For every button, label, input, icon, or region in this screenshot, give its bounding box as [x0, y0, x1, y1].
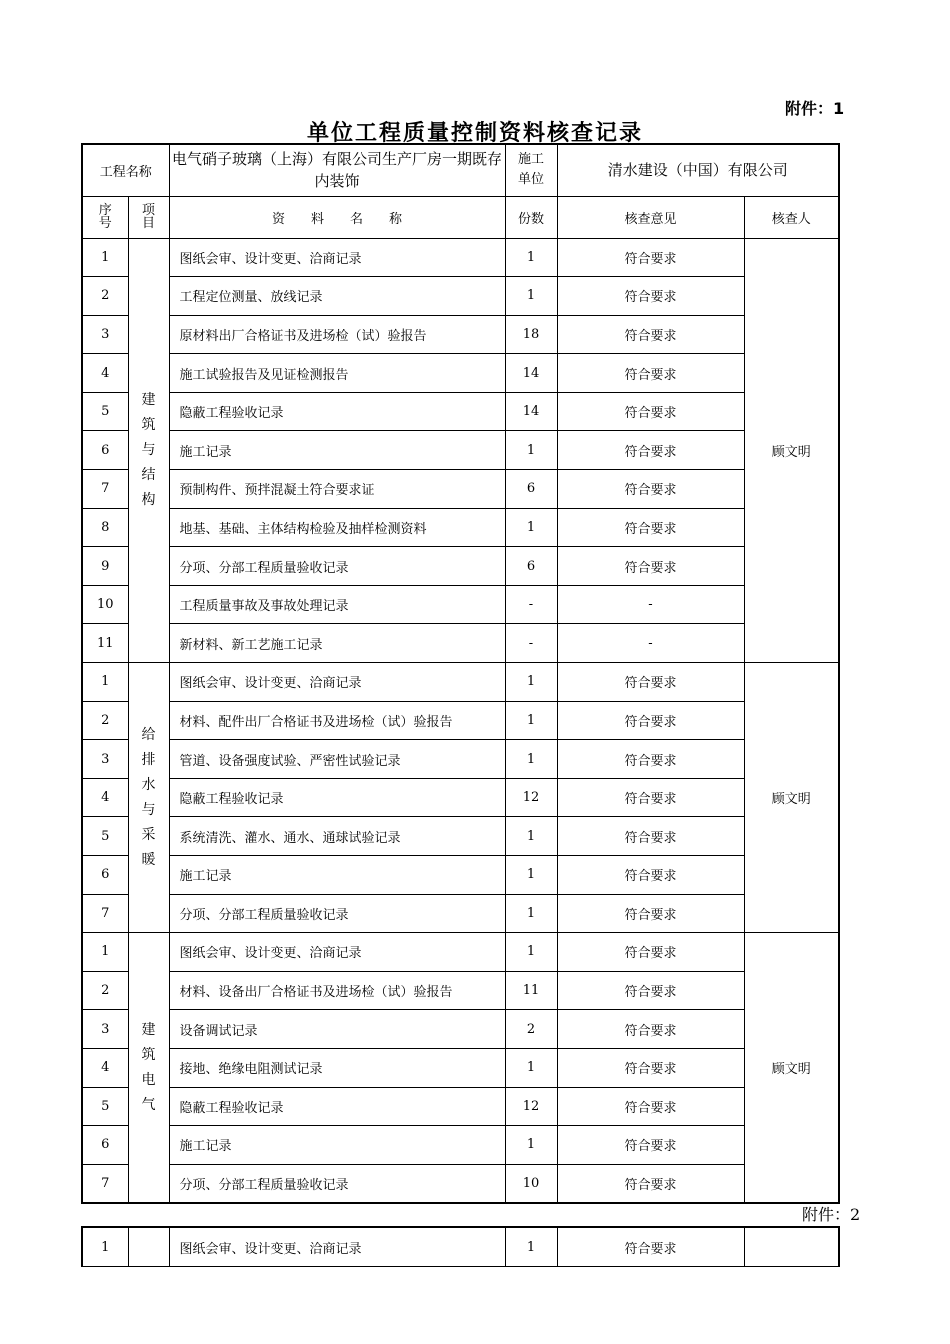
- row-number: 7: [82, 894, 128, 933]
- copy-count: -: [505, 624, 557, 663]
- table-row: [82, 1010, 839, 1049]
- row-number: 3: [82, 1010, 128, 1049]
- copy-count: 1: [505, 238, 557, 277]
- document-name: 预制构件、预拌混凝土符合要求证: [169, 470, 505, 509]
- annex-label-2: 附件：2: [802, 1205, 861, 1224]
- check-opinion: 符合要求: [557, 663, 744, 702]
- table-row: [82, 1164, 839, 1203]
- copy-count: -: [505, 585, 557, 624]
- row-number: 5: [82, 817, 128, 856]
- table-row: [82, 740, 839, 779]
- header-row-project: [82, 144, 839, 196]
- annex-label-1: 附件：1: [785, 99, 845, 118]
- check-opinion: -: [557, 585, 744, 624]
- row-number: 5: [82, 1087, 128, 1126]
- document-name: 图纸会审、设计变更、洽商记录: [169, 238, 505, 277]
- checker-name: 顾文明: [744, 663, 839, 933]
- copy-count: 1: [505, 701, 557, 740]
- document-name: 工程质量事故及事故处理记录: [169, 585, 505, 624]
- row-number: 4: [82, 778, 128, 817]
- document-name: 施工试验报告及见证检测报告: [169, 354, 505, 393]
- col-opinion-header: 核查意见: [557, 196, 744, 238]
- check-opinion: 符合要求: [557, 740, 744, 779]
- check-opinion: 符合要求: [557, 1010, 744, 1049]
- project-name: 电气硝子玻璃（上海）有限公司生产厂房一期既存内装饰: [169, 144, 505, 196]
- document-name: 管道、设备强度试验、严密性试验记录: [169, 740, 505, 779]
- category-label: 建筑电气: [141, 1021, 156, 1113]
- check-opinion: 符合要求: [557, 470, 744, 509]
- table-row: [82, 701, 839, 740]
- copy-count: 1: [505, 1048, 557, 1087]
- category-label: 给排水与采暖: [141, 726, 156, 868]
- row-number: 8: [82, 508, 128, 547]
- copy-count: 2: [505, 1010, 557, 1049]
- document-name: 地基、基础、主体结构检验及抽样检测资料: [169, 508, 505, 547]
- table-row: [82, 354, 839, 393]
- document-name: 施工记录: [169, 431, 505, 470]
- col-name-header: 资 料 名 称: [169, 196, 505, 238]
- unit-label: 施工单位: [505, 144, 557, 196]
- check-opinion: 符合要求: [557, 547, 744, 586]
- copy-count: 12: [505, 778, 557, 817]
- document-title: 单位工程质量控制资料核查记录: [306, 120, 643, 146]
- check-opinion: 符合要求: [557, 508, 744, 547]
- row-number: 1: [82, 933, 128, 972]
- document-name: 分项、分部工程质量验收记录: [169, 894, 505, 933]
- row-number: 1: [82, 238, 128, 277]
- row-number: 1: [82, 663, 128, 702]
- project-label: 工程名称: [82, 144, 169, 196]
- copy-count: 1: [505, 933, 557, 972]
- copy-count: 1: [505, 508, 557, 547]
- document-name: 接地、绝缘电阻测试记录: [169, 1048, 505, 1087]
- table-row: [82, 856, 839, 895]
- row-number: 7: [82, 470, 128, 509]
- copy-count: 11: [505, 971, 557, 1010]
- category-cell: [128, 1227, 169, 1267]
- document-name: 隐蔽工程验收记录: [169, 778, 505, 817]
- copy-count: 1: [505, 663, 557, 702]
- document-name: 原材料出厂合格证书及进场检（试）验报告: [169, 315, 505, 354]
- copy-count: 10: [505, 1164, 557, 1203]
- table-row: [82, 663, 839, 702]
- row-number: 5: [82, 392, 128, 431]
- row-number: 3: [82, 740, 128, 779]
- check-opinion: 符合要求: [557, 315, 744, 354]
- table-row: [82, 1126, 839, 1165]
- category-label: 建筑与结构: [141, 391, 156, 508]
- copy-count: 1: [505, 277, 557, 316]
- document-name: 隐蔽工程验收记录: [169, 392, 505, 431]
- document-name: 新材料、新工艺施工记录: [169, 624, 505, 663]
- row-number: 9: [82, 547, 128, 586]
- copy-count: 1: [505, 856, 557, 895]
- copy-count: 18: [505, 315, 557, 354]
- check-opinion: 符合要求: [557, 856, 744, 895]
- copy-count: 1: [505, 740, 557, 779]
- row-number: 1: [82, 1227, 128, 1267]
- table-row: [82, 431, 839, 470]
- table-row: [82, 392, 839, 431]
- row-number: 2: [82, 701, 128, 740]
- table-row: [82, 547, 839, 586]
- header-row-columns: [82, 196, 839, 238]
- category-cell: [128, 238, 169, 663]
- check-opinion: 符合要求: [557, 392, 744, 431]
- check-opinion: 符合要求: [557, 277, 744, 316]
- bottom-rule: [81, 1266, 838, 1267]
- document-name: 图纸会审、设计变更、洽商记录: [169, 1227, 505, 1267]
- checker-cell: [744, 1227, 839, 1267]
- table-row: [82, 1227, 839, 1267]
- check-opinion: 符合要求: [557, 971, 744, 1010]
- copy-count: 1: [505, 817, 557, 856]
- document-name: 隐蔽工程验收记录: [169, 1087, 505, 1126]
- row-number: 6: [82, 856, 128, 895]
- row-number: 4: [82, 1048, 128, 1087]
- document-name: 分项、分部工程质量验收记录: [169, 1164, 505, 1203]
- row-number: 11: [82, 624, 128, 663]
- row-number: 2: [82, 277, 128, 316]
- row-number: 6: [82, 431, 128, 470]
- document-name: 施工记录: [169, 856, 505, 895]
- document-name: 工程定位测量、放线记录: [169, 277, 505, 316]
- check-opinion: 符合要求: [557, 817, 744, 856]
- table-row: [82, 508, 839, 547]
- table-row: [82, 624, 839, 663]
- check-opinion: 符合要求: [557, 701, 744, 740]
- document-name: 设备调试记录: [169, 1010, 505, 1049]
- check-opinion: 符合要求: [557, 933, 744, 972]
- check-opinion: 符合要求: [557, 894, 744, 933]
- table-row: [82, 1048, 839, 1087]
- row-number: 7: [82, 1164, 128, 1203]
- quality-control-table: [81, 143, 840, 1204]
- table-row: [82, 1087, 839, 1126]
- table-row: [82, 971, 839, 1010]
- table-row: [82, 585, 839, 624]
- table-row: [82, 933, 839, 972]
- check-opinion: 符合要求: [557, 1048, 744, 1087]
- copy-count: 6: [505, 470, 557, 509]
- check-opinion: 符合要求: [557, 1227, 744, 1267]
- checker-name: 顾文明: [744, 933, 839, 1203]
- document-name: 图纸会审、设计变更、洽商记录: [169, 933, 505, 972]
- document-name: 分项、分部工程质量验收记录: [169, 547, 505, 586]
- copy-count: 1: [505, 894, 557, 933]
- copy-count: 1: [505, 431, 557, 470]
- row-number: 3: [82, 315, 128, 354]
- check-opinion: 符合要求: [557, 354, 744, 393]
- category-cell: [128, 663, 169, 933]
- continuation-table: [81, 1226, 840, 1267]
- table-row: [82, 315, 839, 354]
- copy-count: 14: [505, 354, 557, 393]
- document-name: 材料、配件出厂合格证书及进场检（试）验报告: [169, 701, 505, 740]
- check-opinion: 符合要求: [557, 1126, 744, 1165]
- copy-count: 1: [505, 1126, 557, 1165]
- document-name: 材料、设备出厂合格证书及进场检（试）验报告: [169, 971, 505, 1010]
- table-row: [82, 817, 839, 856]
- check-opinion: 符合要求: [557, 238, 744, 277]
- copy-count: 14: [505, 392, 557, 431]
- row-number: 10: [82, 585, 128, 624]
- table-row: [82, 238, 839, 277]
- copy-count: 12: [505, 1087, 557, 1126]
- table-row: [82, 277, 839, 316]
- check-opinion: 符合要求: [557, 778, 744, 817]
- col-seq-header: 序号: [82, 196, 128, 238]
- check-opinion: 符合要求: [557, 1164, 744, 1203]
- check-opinion: 符合要求: [557, 1087, 744, 1126]
- unit-name: 清水建设（中国）有限公司: [557, 144, 839, 196]
- document-name: 施工记录: [169, 1126, 505, 1165]
- row-number: 2: [82, 971, 128, 1010]
- document-name: 图纸会审、设计变更、洽商记录: [169, 663, 505, 702]
- row-number: 6: [82, 1126, 128, 1165]
- table-row: [82, 470, 839, 509]
- check-opinion: 符合要求: [557, 431, 744, 470]
- col-item-header: 项目: [128, 196, 169, 238]
- row-number: 4: [82, 354, 128, 393]
- col-count-header: 份数: [505, 196, 557, 238]
- table-row: [82, 894, 839, 933]
- col-checker-header: 核查人: [744, 196, 839, 238]
- table-row: [82, 778, 839, 817]
- copy-count: 1: [505, 1227, 557, 1267]
- category-cell: [128, 933, 169, 1203]
- document-name: 系统清洗、灌水、通水、通球试验记录: [169, 817, 505, 856]
- copy-count: 6: [505, 547, 557, 586]
- checker-name: 顾文明: [744, 238, 839, 663]
- check-opinion: -: [557, 624, 744, 663]
